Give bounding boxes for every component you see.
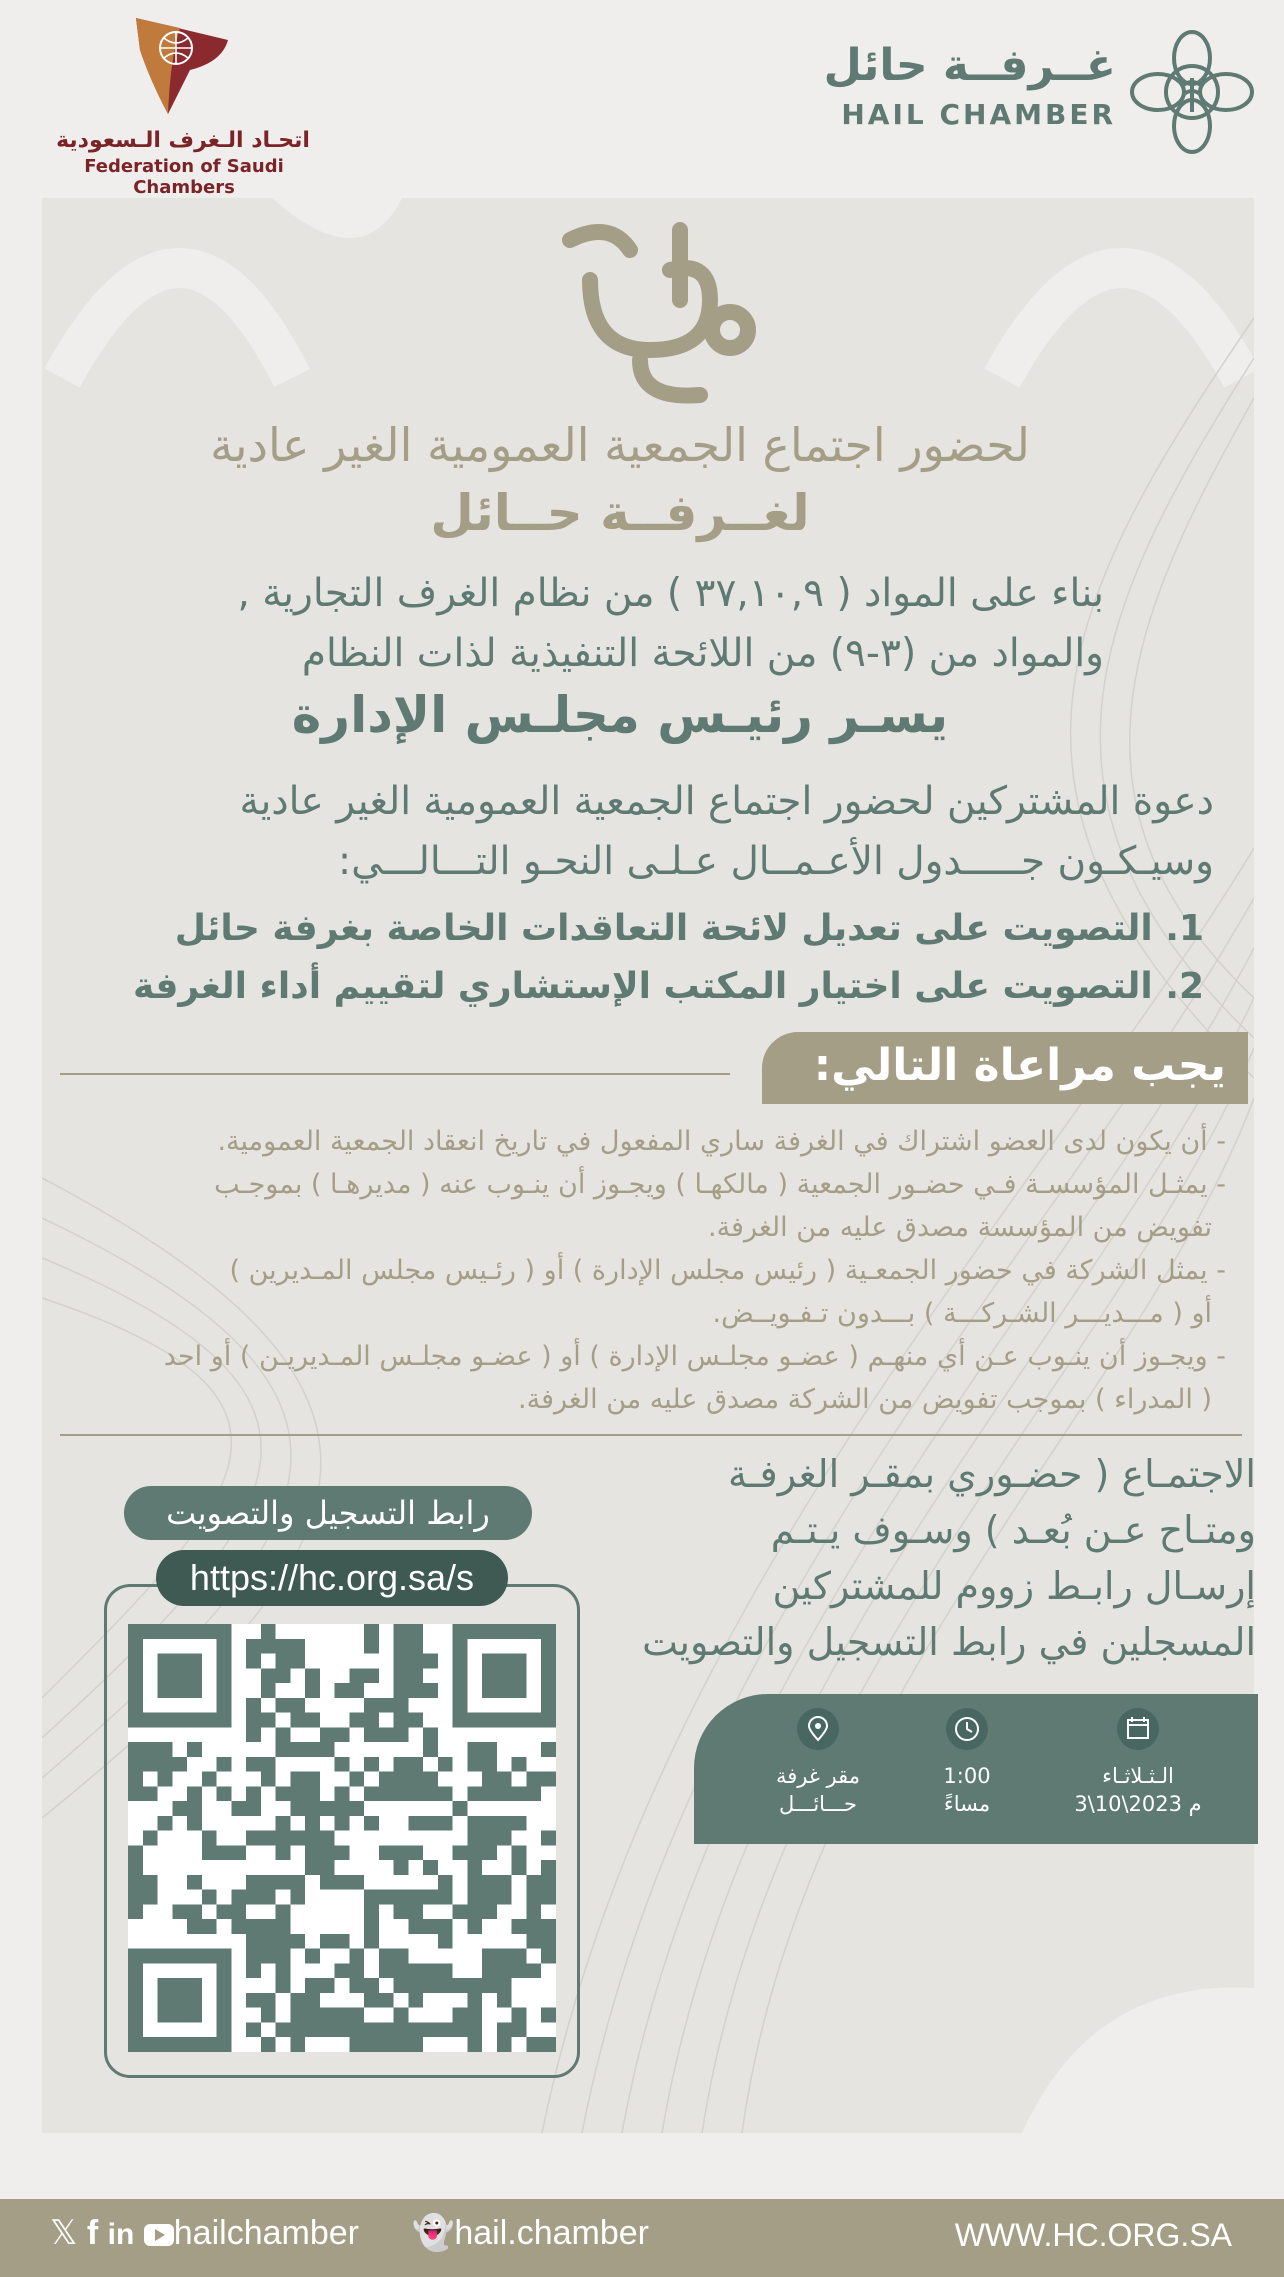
invitation-text-line-2: وسيـكـون جـــــدول الأعـمــال عـلـى النحـو التـــالـــي: [338,839,1214,884]
place-detail [758,1708,878,1818]
registration-label [124,1486,532,1540]
date-detail [1068,1708,1208,1818]
snapchat-handle[interactable]: hail.chamber [454,2214,649,2252]
meeting-date: 3\10\2023 م [1074,1792,1202,1816]
facebook-icon[interactable]: f [86,2214,99,2252]
federation-name-ar: اتحـاد الـغرف الـسعودية [56,128,310,153]
registration-label-text: رابط التسجيل والتصويت [166,1494,490,1532]
time-detail [912,1708,1022,1818]
divider [60,1073,730,1075]
meeting-place-city: حـــائـــل [778,1792,858,1816]
registration-qr-code[interactable] [128,1624,556,2052]
meeting-info-line: الاجتمـاع ( حضـوري بمقـر الغرفـة [728,1452,1256,1496]
location-pin-icon [797,1708,839,1750]
meeting-info-line: المسجلين في رابط التسجيل والتصويت [642,1620,1256,1664]
agenda-item: 2. التصويت على اختيار المكتب الإستشاري لتقييم أداء الغرفة [133,966,1204,1007]
requirement-line: تفويض من المؤسسة مصدق عليه من الغرفة. [708,1212,1212,1243]
snapchat-link [412,2213,649,2253]
requirements-list [26,1120,1226,1421]
meeting-info [636,1446,1256,1670]
requirement-line: أو ( مـــديـــر الشـركـــة ) بـــدون تـفـويــض. [712,1298,1212,1329]
youtube-icon[interactable] [144,2224,174,2246]
notes-title-banner [762,1032,1248,1104]
meeting-details-bar [694,1694,1258,1844]
legal-basis-line-2: والمواد من (٣-٩) من اللائحة التنفيذية لذات النظام [301,631,1104,676]
invitation-text [114,772,1214,892]
agenda-list [104,900,1204,1016]
social-handle[interactable]: hailchamber [173,2214,359,2252]
invitation-line-1: لحضور اجتماع الجمعية العمومية الغير عادية [210,418,1030,472]
legal-basis-line-1: بناء على المواد ( ٣٧,١٠,٩ ) من نظام الغرف التجارية , [237,571,1104,616]
invitation-text-line-1: دعوة المشتركين لحضور اجتماع الجمعية العمومية الغير عادية [239,779,1214,824]
requirement-line: - يمثـل المؤسسـة فـي حضـور الجمعية ( مالكهـا ) ويجـوز أن ينـوب عنه ( مديرهـا ) بموجـب [214,1169,1226,1200]
invitation-calligraphy [530,210,770,410]
meeting-time: 1:00 [943,1764,991,1788]
agenda-item: 1. التصويت على تعديل لائحة التعاقدات الخاصة بغرفة حائل [174,908,1204,949]
hail-chamber-name-ar: غــرفــة حائل [823,40,1116,91]
meeting-period: مساءً [943,1792,991,1816]
clock-icon [946,1708,988,1750]
meeting-day: الـثـلاثـاء [1102,1764,1174,1788]
requirement-line: - يمثل الشركة في حضور الجمعـية ( رئيس مجلس الإدارة ) أو ( رئـيس مجلس المـديرين ) [229,1255,1226,1286]
meeting-info-line: إرسـال رابـط زووم للمشتركين [772,1564,1256,1608]
registration-link[interactable] [156,1550,508,1606]
snapchat-icon[interactable]: 👻 [412,2214,455,2252]
hail-chamber-name-en: HAIL CHAMBER [841,98,1116,131]
meeting-place: مقر غرفة [776,1764,860,1788]
requirement-line: - أن يكون لدى العضو اشتراك في الغرفة ساري المفعول في تاريخ انعقاد الجمعية العمومية. [217,1126,1226,1157]
footer [0,2199,1284,2277]
divider [60,1434,1242,1436]
social-links [50,2213,359,2253]
x-icon[interactable]: 𝕏 [50,2214,78,2252]
requirement-line: - ويجـوز أن ينـوب عـن أي منهـم ( عضـو مجلـس الإدارة ) أو ( عضـو مجلـس المـديريـن ) أو احد [163,1341,1226,1372]
notes-title: يجب مراعاة التالي: [813,1040,1226,1091]
linkedin-icon[interactable]: in [107,2218,135,2251]
chairman-line: يسـر رئيـس مجلـس الإدارة [291,686,949,744]
hail-chamber-logo [1128,28,1256,156]
invitation-line-2: لغــرفــة حــائل [430,484,810,542]
calendar-icon [1117,1708,1159,1750]
federation-logo [130,10,234,120]
legal-basis [104,564,1104,684]
federation-name-en: Federation of Saudi Chambers [84,156,284,198]
requirement-line: ( المدراء ) بموجب تفويض من الشركة مصدق عليه من الغرفة. [518,1384,1212,1415]
meeting-info-line: ومتـاح عـن بُعـد ) وسـوف يـتـم [770,1508,1256,1552]
registration-url[interactable]: https://hc.org.sa/s [189,1557,475,1598]
website-link[interactable]: WWW.HC.ORG.SA [954,2217,1232,2253]
